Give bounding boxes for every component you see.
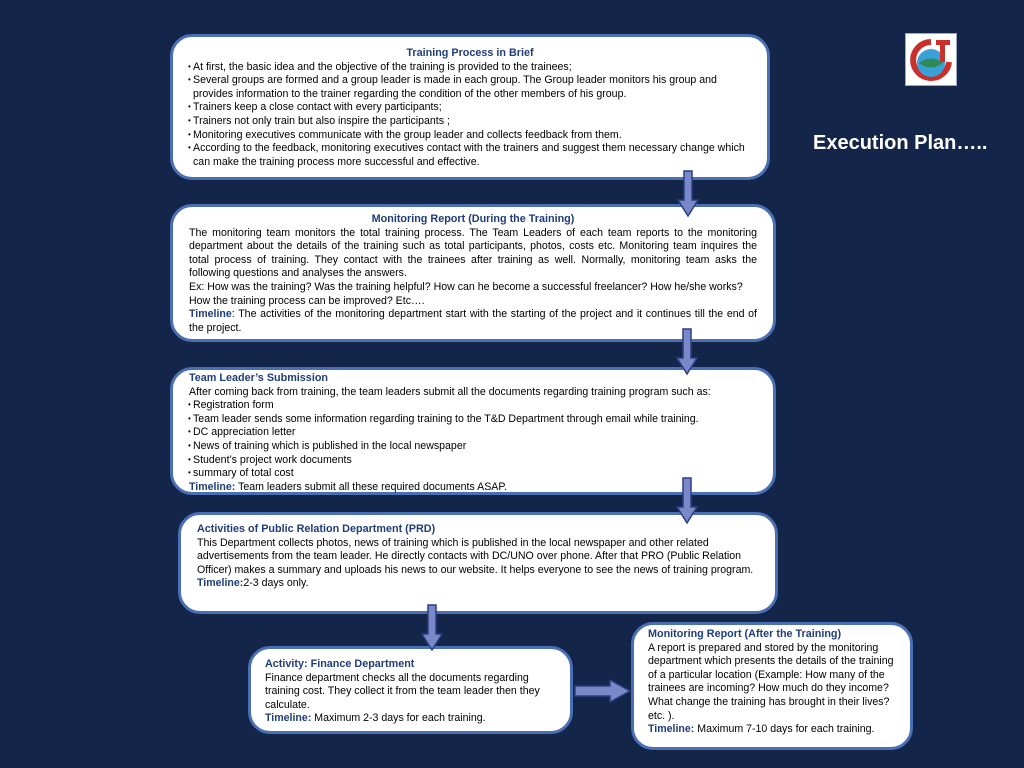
slide-heading: Execution Plan…..	[813, 132, 988, 154]
timeline-text: : The activities of the monitoring department start with the starting of the project and it continues till the end of the project.	[189, 308, 757, 334]
down-arrow-icon	[676, 328, 698, 376]
team-leader-submission-box	[170, 367, 776, 495]
box-body: Finance department checks all the documents regarding training cost. They collect it from the team leader then they calculate.	[265, 671, 540, 711]
timeline-label: Timeline:	[648, 723, 695, 736]
box-body: A report is prepared and stored by the monitoring department which presents the details of the training of a particular location (Example: How many of the trainees are incoming? How much do they income? What change the training has brought in their lives? etc. ).	[648, 641, 894, 722]
list-item: • At first, the basic idea and the objective of the training is provided to the trainees;	[189, 61, 751, 75]
timeline-text: Team leaders submit all these required documents ASAP.	[235, 480, 507, 493]
timeline-text: Maximum 2-3 days for each training.	[311, 712, 486, 725]
timeline-label: Timeline:	[197, 577, 244, 590]
timeline-text: Maximum 7-10 days for each training.	[694, 723, 875, 736]
box-timeline	[648, 723, 896, 737]
list-item: • Team leader sends some information regarding training to the T&D Department through email while training.	[189, 413, 757, 427]
right-arrow-icon	[574, 679, 632, 703]
timeline-label: Timeline:	[265, 712, 312, 725]
training-process-box	[170, 34, 770, 180]
down-arrow-icon	[677, 170, 699, 218]
box-title: Training Process in Brief	[406, 47, 534, 59]
box-timeline	[265, 712, 556, 726]
public-relation-box	[178, 512, 778, 614]
box-timeline	[189, 308, 757, 335]
list-item: • Several groups are formed and a group leader is made in each group. The Group leader monitors his group and provides information to the trainer regarding the condition of the other members of his group.	[189, 74, 751, 101]
box-title: Team Leader’s Submission	[189, 372, 329, 384]
list-item: • News of training which is published in the local newspaper	[189, 440, 757, 454]
down-arrow-icon	[676, 477, 698, 525]
box-body: This Department collects photos, news of training which is published in the local newspaper and other related advertisements from the team leader. He directly contacts with DC/UNO over phone. After that PRO (Public Relation Officer) makes a summary and uploads his news to our website. It helps everyone to see the news of training program.	[197, 536, 754, 576]
box-title: Monitoring Report (During the Training)	[371, 213, 575, 225]
box-body: The monitoring team monitors the total training process. The Team Leaders of each team reports to the monitoring department about the details of the training such as total participants, photos, costs etc. Monitoring team inquires the total process of training. They contact with the trainees after training as well. Normally, monitoring team asks the following questions and analyses the answers.	[189, 226, 757, 280]
list-item: • summary of total cost	[189, 467, 757, 481]
monitoring-after-training-box	[631, 622, 913, 750]
list-item: • Trainers not only train but also inspire the participants ;	[189, 115, 751, 129]
box-timeline	[197, 577, 759, 591]
list-item: • Registration form	[189, 399, 757, 413]
timeline-text: 2-3 days only.	[243, 577, 309, 590]
timeline-label: Timeline	[189, 308, 232, 321]
box-title: Activity: Finance Department	[265, 658, 415, 670]
down-arrow-icon	[421, 604, 443, 652]
list-item: • Trainers keep a close contact with every participants;	[189, 101, 751, 115]
list-item: • DC appreciation letter	[189, 426, 757, 440]
box-title: Activities of Public Relation Department (PRD)	[197, 523, 436, 535]
bullet-list	[189, 61, 751, 170]
bullet-list	[189, 399, 757, 481]
list-item: • Student’s project work documents	[189, 454, 757, 468]
list-item: • According to the feedback, monitoring executives contact with the trainers and suggest them necessary change which can make the training process more successful and effective.	[189, 142, 751, 169]
finance-department-box	[248, 646, 573, 734]
timeline-label: Timeline:	[189, 480, 236, 493]
box-timeline	[189, 481, 757, 495]
organization-logo-icon	[905, 33, 957, 86]
list-item: • Monitoring executives communicate with the group leader and collects feedback from them.	[189, 129, 751, 143]
monitoring-during-training-box	[170, 204, 776, 342]
box-intro: After coming back from training, the team leaders submit all the documents regarding training program such as:	[189, 385, 711, 398]
box-example: Ex: How was the training? Was the training helpful? How can he become a successful freelancer? How he/she works? How the training process can be improved? Etc….	[189, 280, 743, 307]
box-title: Monitoring Report (After the Training)	[648, 628, 842, 640]
